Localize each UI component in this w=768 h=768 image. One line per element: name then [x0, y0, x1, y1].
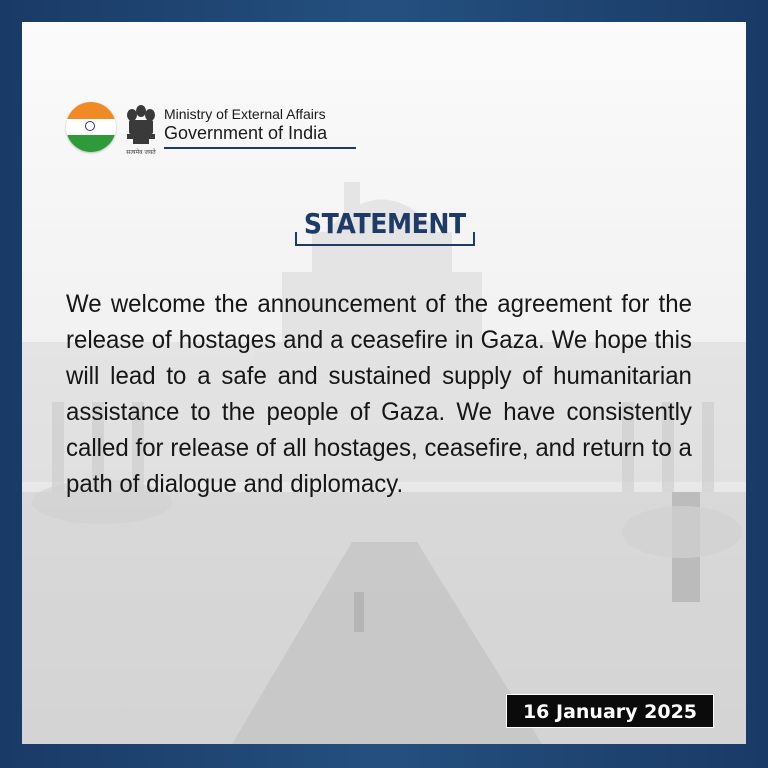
- ministry-name: [164, 106, 364, 149]
- statement-heading: [295, 206, 473, 246]
- ministry-name-line2: Government of India: [164, 123, 328, 143]
- statement-body: We welcome the announcement of the agreement for the release of hostages and a ceasefire in Gaza. We hope this will lead to a safe and sustained supply of humanitarian assistance to the people of Gaza. We have consistently called for release of all hostages, ceasefire, and return to a path of dialogue and diplomacy.: [66, 290, 692, 498]
- ministry-name-line1: Ministry of External Affairs: [164, 106, 326, 122]
- statement-title: STATEMENT: [303, 207, 466, 240]
- statement-date: 16 January 2025: [506, 694, 714, 728]
- india-flag-icon: [66, 102, 116, 152]
- statement-panel: [22, 22, 746, 744]
- emblem-motto: सत्यमेव जयते: [126, 149, 156, 156]
- national-emblem-icon: [124, 102, 158, 158]
- ministry-underline: [164, 147, 356, 149]
